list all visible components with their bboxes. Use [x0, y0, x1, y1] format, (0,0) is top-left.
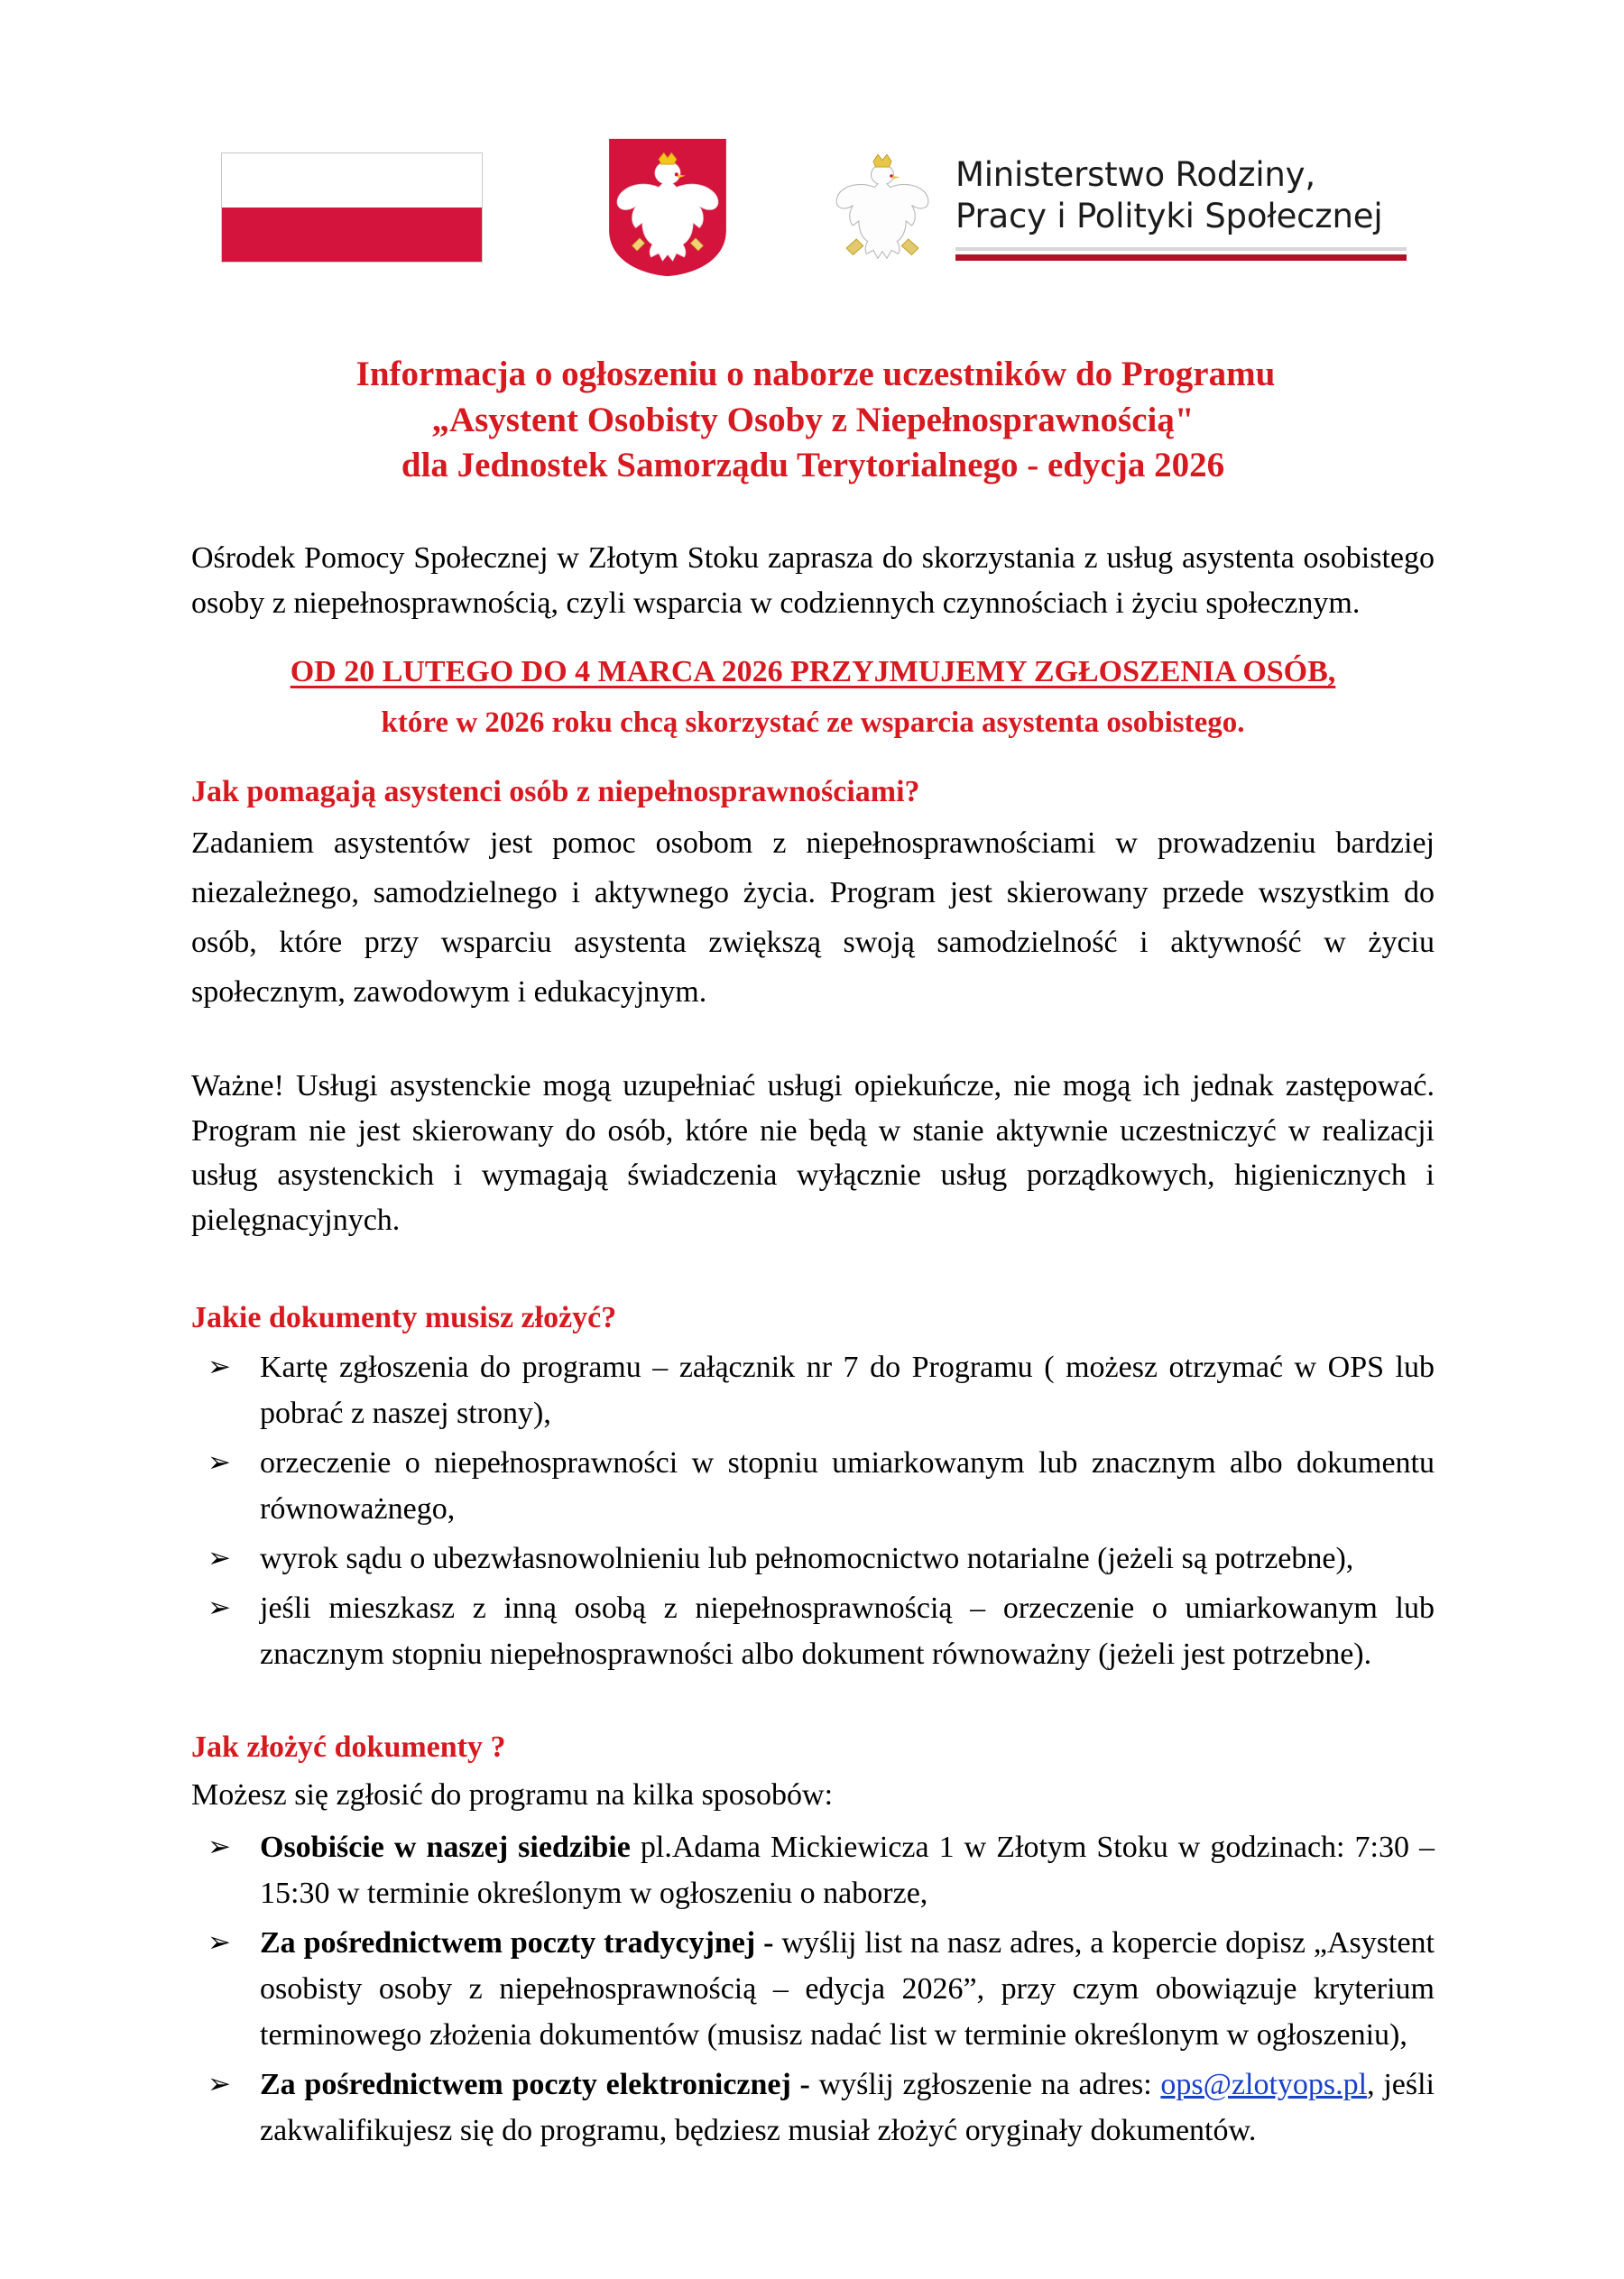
flag-band-white: [222, 153, 482, 208]
page-title-line1: Informacja o ogłoszeniu o naborze uczestników do Programu: [355, 355, 1276, 393]
deadline-main-text: OD 20 LUTEGO DO 4 MARCA 2026 PRZYJMUJEMY ZGŁOSZENIA OSÓB,: [290, 655, 1336, 689]
ministry-rule-red: [955, 254, 1407, 261]
polish-flag-icon: [221, 152, 483, 263]
ministry-logo: [826, 140, 1407, 275]
ministry-rule-grey: [955, 247, 1407, 251]
spacer: [191, 1688, 1435, 1719]
arrow-bullet-icon: ➢: [208, 1541, 231, 1574]
submission-method-label: Osobiście w naszej siedzibie: [260, 1831, 631, 1865]
list-item-text: jeśli mieszkasz z inną osobą z niepełnosprawnością – orzeczenie o umiarkowanym lub znacznym stopniu niepełnosprawności albo dokument równoważny (jeżeli jest potrzebne).: [260, 1591, 1435, 1671]
spacer: [191, 1044, 1435, 1064]
ministry-name-line1: Ministerstwo Rodziny,: [955, 155, 1315, 195]
submission-method-label: Za pośrednictwem poczty tradycyjnej -: [260, 1926, 774, 1961]
arrow-bullet-icon: ➢: [208, 1926, 231, 1960]
header-logo-bar: [221, 135, 1421, 280]
page-title-line2: „Asystent Osobisty Osoby z Niepełnosprawnością": [431, 400, 1195, 439]
ministry-eagle-icon: [826, 140, 939, 275]
ministry-name-line2: Pracy i Polityki Społecznej: [955, 197, 1383, 235]
arrow-bullet-icon: ➢: [208, 1831, 231, 1864]
list-item: [191, 1824, 1435, 1916]
document-body: [191, 352, 1435, 2164]
section-heading-how-assistants-help: Jak pomagają asystenci osób z niepełnosprawnościami?: [191, 775, 920, 809]
list-item: [191, 2062, 1435, 2154]
submission-methods-list: [191, 1824, 1435, 2154]
deadline-block: [191, 652, 1435, 742]
section-heading-required-documents: Jakie dokumenty musisz złożyć?: [191, 1301, 617, 1335]
polish-coat-of-arms-icon: [600, 136, 735, 279]
section-help-paragraph: Zadaniem asystentów jest pomoc osobom z niepełnosprawnościami w prowadzeniu bardziej niezależnego, samodzielnego i aktywnego życia. Program jest skierowany przede wszystkim do osób, które przy wsparciu asystenta zwiększą swoją samodzielność i aktywność w życiu społecznym, zawodowym i edukacyjnym.: [191, 826, 1435, 1009]
deadline-sub-text: które w 2026 roku chcą skorzystać ze wsparcia asystenta osobistego.: [381, 706, 1245, 739]
list-item-text: Kartę zgłoszenia do programu – załącznik nr 7 do Programu ( możesz otrzymać w OPS lub pobrać z naszej strony),: [260, 1350, 1435, 1430]
list-item: [191, 1344, 1435, 1436]
page-title-line3: dla Jednostek Samorządu Terytorialnego - edycja 2026: [401, 446, 1225, 485]
submission-method-detail-before: wyślij zgłoszenie na adres:: [809, 2068, 1161, 2102]
section-heading-how-to-submit: Jak złożyć dokumenty ?: [191, 1730, 506, 1764]
submission-method-detail: pl.Adama Mickiewicza 1 w Złotym Stoku w godzinach: 7:30 – 15:30 w terminie określonym w ogłoszeniu o naborze,: [260, 1831, 1435, 1911]
arrow-bullet-icon: ➢: [208, 1445, 231, 1479]
submission-method-label: Za pośrednictwem poczty elektronicznej -: [260, 2068, 810, 2102]
arrow-bullet-icon: ➢: [208, 1350, 231, 1383]
submission-method-detail: wyślij list na nasz adres, a kopercie dopisz „Asystent osobisty osoby z niepełnosprawnością – edycja 2026”, przy czym obowiązuje kryterium terminowego złożenia dokumentów (musisz nadać list w terminie określonym w ogłoszeniu),: [260, 1926, 1435, 2053]
list-item: [191, 1536, 1435, 1582]
section-important-paragraph: Ważne! Usługi asystenckie mogą uzupełniać usługi opiekuńcze, nie mogą ich jednak zastępować. Program nie jest skierowany do osób, które nie będą w stanie aktywnie uczestniczyć w realizacji usług asystenckich i wymagają świadczenia wyłącznie usług porządkowych, higienicznych i pielęgnacyjnych.: [191, 1068, 1435, 1237]
ministry-text-block: [955, 154, 1407, 261]
list-item: [191, 1440, 1435, 1532]
list-item: [191, 1585, 1435, 1677]
required-documents-list: [191, 1344, 1435, 1677]
submission-method-detail-after: , jeśli zakwalifikujesz się do programu, będziesz musiał złożyć oryginały dokumentów.: [260, 2068, 1435, 2148]
arrow-bullet-icon: ➢: [208, 1591, 231, 1624]
arrow-bullet-icon: ➢: [208, 2068, 231, 2101]
page-title: [191, 352, 1435, 489]
spacer: [191, 1269, 1435, 1289]
flag-band-red: [222, 208, 482, 262]
list-item: [191, 1920, 1435, 2058]
intro-paragraph: Ośrodek Pomocy Społecznej w Złotym Stoku zaprasza do skorzystania z usług asystenta osobistego osoby z niepełnosprawnością, czyli wsparcia w codziennych czynnościach i życiu społecznym.: [191, 541, 1435, 620]
list-item-text: wyrok sądu o ubezwłasnowolnieniu lub pełnomocnictwo notarialne (jeżeli są potrzebne),: [260, 1541, 1354, 1575]
list-item-text: orzeczenie o niepełnosprawności w stopniu umiarkowanym lub znacznym albo dokumentu równoważnego,: [260, 1445, 1435, 1526]
submit-intro-text: Możesz się zgłosić do programu na kilka sposobów:: [191, 1777, 834, 1812]
email-link[interactable]: ops@zlotyops.pl: [1160, 2068, 1368, 2102]
